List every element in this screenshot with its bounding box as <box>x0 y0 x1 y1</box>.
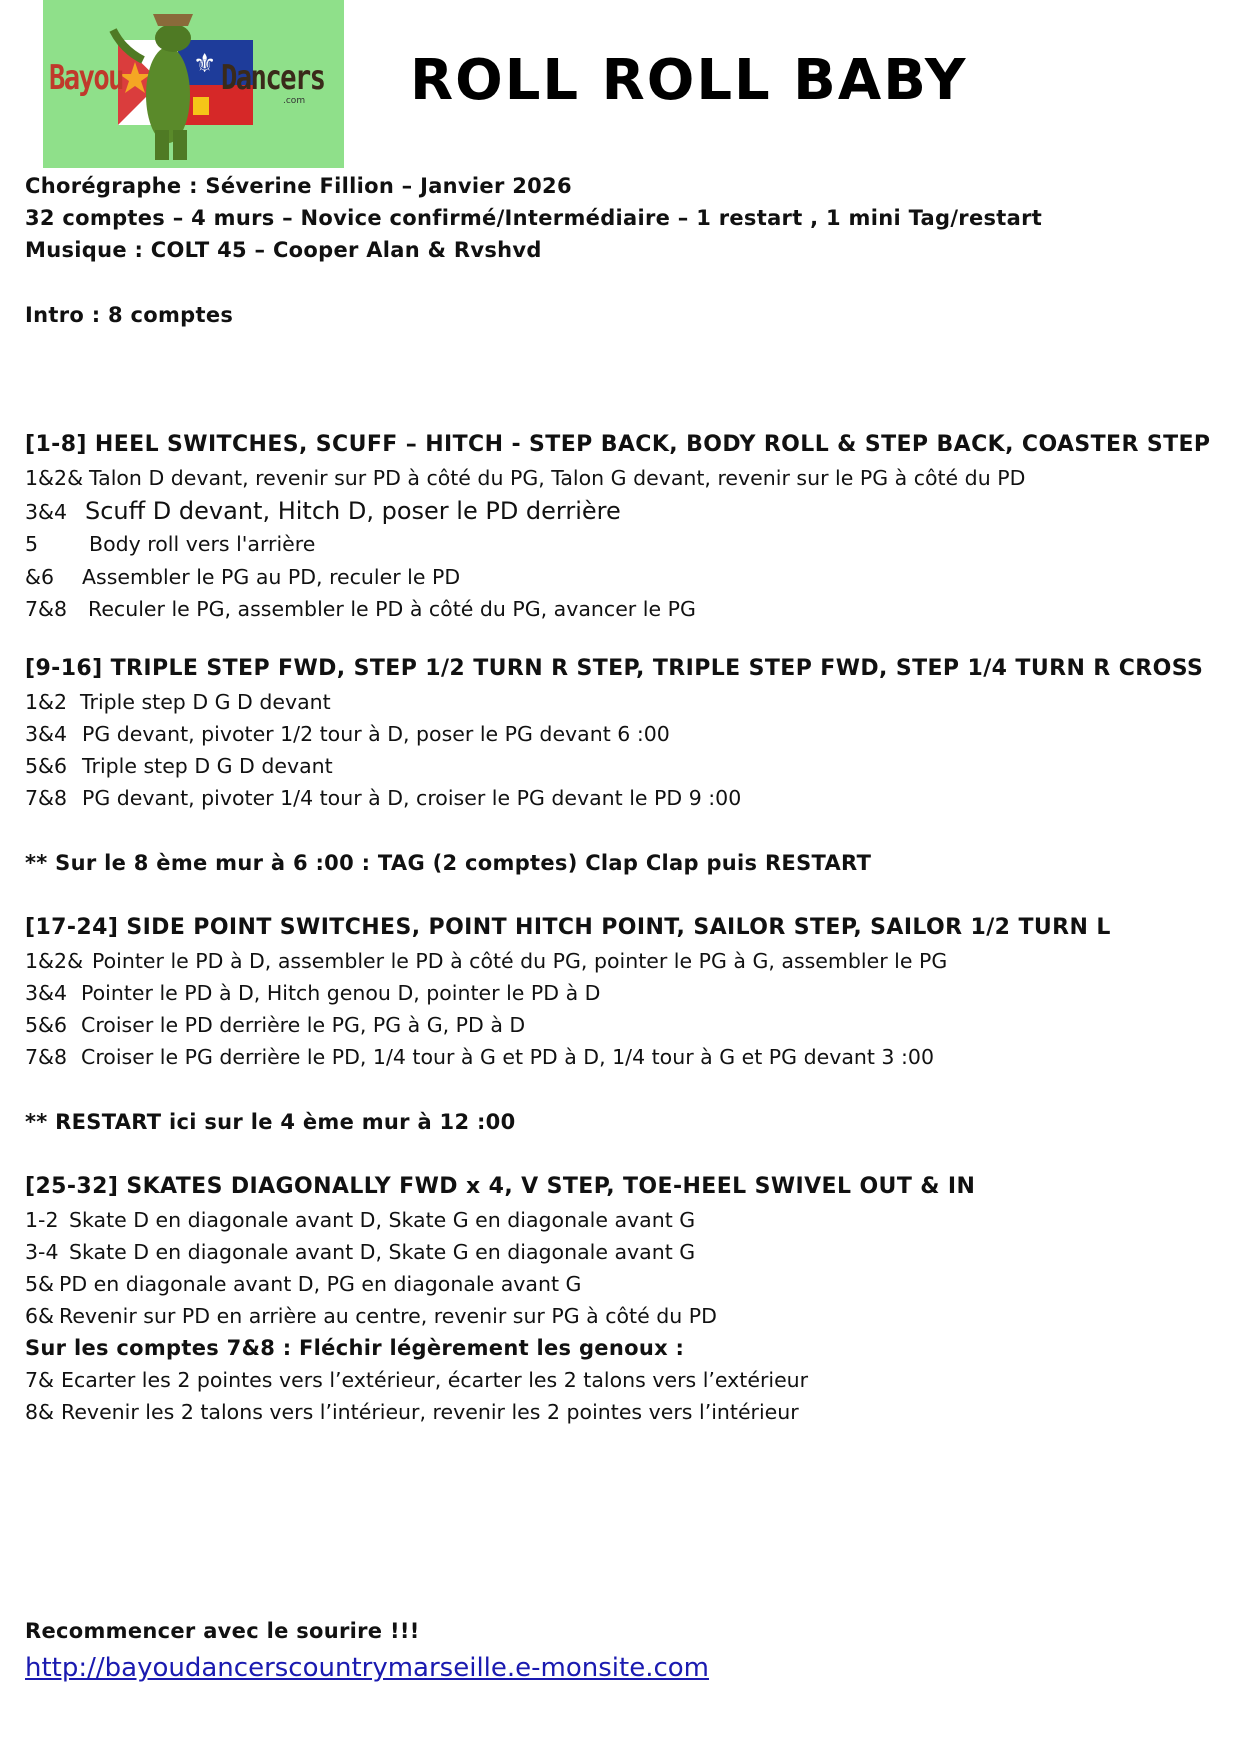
step-line <box>25 754 333 778</box>
step-line <box>25 1013 525 1037</box>
step-count: 3&4 <box>25 500 68 524</box>
step-line <box>25 565 460 589</box>
step-count: 5&6 <box>25 1013 68 1037</box>
dance-title: ROLL ROLL BABY <box>410 48 968 113</box>
step-line <box>25 466 1025 490</box>
step-count: 7&8 <box>25 1045 68 1069</box>
gator-head <box>155 24 191 52</box>
gator-leg-left <box>155 130 169 160</box>
step-line <box>25 981 600 1005</box>
closing-line: Recommencer avec le sourire !!! <box>25 1619 420 1643</box>
knees-note: Sur les comptes 7&8 : Fléchir légèrement les genoux : <box>25 1336 685 1360</box>
fleur-de-lis-icon: ⚜ <box>193 49 217 79</box>
step-text: Croiser le PG derrière le PD, 1/4 tour à G et PD à D, 1/4 tour à G et PG devant 3 :00 <box>81 1045 934 1069</box>
choreographer-line: Chorégraphe : Séverine Fillion – Janvier 2026 <box>25 174 572 198</box>
step-count: 1-2 <box>25 1208 59 1232</box>
section-heading-17-24: [17-24] SIDE POINT SWITCHES, POINT HITCH POINT, SAILOR STEP, SAILOR 1/2 TURN L <box>25 915 1111 940</box>
step-text: Body roll vers l'arrière <box>89 532 316 556</box>
tag-note: ** Sur le 8 ème mur à 6 :00 : TAG (2 comptes) Clap Clap puis RESTART <box>25 851 872 875</box>
step-count: 8& <box>25 1400 55 1424</box>
step-line <box>25 1368 808 1392</box>
step-line <box>25 497 621 525</box>
step-line <box>25 1045 934 1069</box>
step-text: PD en diagonale avant D, PG en diagonale avant G <box>59 1272 582 1296</box>
step-count: 6& <box>25 1304 55 1328</box>
step-count: 7&8 <box>25 786 68 810</box>
step-line <box>25 1304 717 1328</box>
step-text: Revenir les 2 talons vers l’intérieur, revenir les 2 pointes vers l’intérieur <box>61 1400 799 1424</box>
step-count: 7& <box>25 1368 55 1392</box>
step-text: Triple step D G D devant <box>80 690 331 714</box>
step-count: 3&4 <box>25 981 68 1005</box>
step-text: Revenir sur PD en arrière au centre, revenir sur PG à côté du PD <box>59 1304 717 1328</box>
intro-line: Intro : 8 comptes <box>25 303 234 327</box>
step-text: Talon D devant, revenir sur PD à côté du PG, Talon G devant, revenir sur le PG à côté du PD <box>89 466 1026 490</box>
step-count: 1&2& <box>25 949 84 973</box>
cowboy-hat-icon <box>153 14 193 26</box>
step-count: 5 <box>25 532 39 556</box>
step-line <box>25 786 741 810</box>
section-heading-9-16: [9-16] TRIPLE STEP FWD, STEP 1/2 TURN R STEP, TRIPLE STEP FWD, STEP 1/4 TURN R CROSS <box>25 656 1204 681</box>
step-count: 5&6 <box>25 754 68 778</box>
castle-icon <box>193 97 209 115</box>
step-count: 1&2& <box>25 466 84 490</box>
logo-word-dancers: Dancers <box>221 58 325 98</box>
step-count: 5& <box>25 1272 55 1296</box>
bayou-dancers-logo <box>43 0 344 168</box>
step-text: Skate D en diagonale avant D, Skate G en diagonale avant G <box>69 1240 696 1264</box>
gator-body <box>146 47 190 143</box>
section-heading-1-8: [1-8] HEEL SWITCHES, SCUFF – HITCH - STEP BACK, BODY ROLL & STEP BACK, COASTER STEP <box>25 432 1211 457</box>
step-text: Assembler le PG au PD, reculer le PD <box>82 565 461 589</box>
step-line <box>25 1240 695 1264</box>
step-count: 3-4 <box>25 1240 59 1264</box>
step-text: Triple step D G D devant <box>82 754 333 778</box>
music-line: Musique : COLT 45 – Cooper Alan & Rvshvd <box>25 238 542 262</box>
step-line <box>25 722 670 746</box>
step-line <box>25 1400 799 1424</box>
step-count: 7&8 <box>25 597 68 621</box>
step-count: 1&2 <box>25 690 68 714</box>
restart-note: ** RESTART ici sur le 4 ème mur à 12 :00 <box>25 1110 516 1134</box>
gator-leg-right <box>173 130 187 160</box>
step-text: PG devant, pivoter 1/4 tour à D, croiser le PG devant le PD 9 :00 <box>82 786 742 810</box>
step-text: Pointer le PD à D, Hitch genou D, pointer le PD à D <box>81 981 601 1005</box>
logo-suffix: .com <box>283 96 306 106</box>
step-count: 3&4 <box>25 722 68 746</box>
step-line <box>25 1208 695 1232</box>
step-line <box>25 690 331 714</box>
step-text: Croiser le PD derrière le PG, PG à G, PD à D <box>81 1013 526 1037</box>
step-text: PG devant, pivoter 1/2 tour à D, poser le PG devant 6 :00 <box>82 722 670 746</box>
logo-word-bayou: Bayou <box>49 58 123 98</box>
step-text: Skate D en diagonale avant D, Skate G en diagonale avant G <box>69 1208 696 1232</box>
step-text: Scuff D devant, Hitch D, poser le PD derrière <box>85 497 621 525</box>
counts-walls-level-line: 32 comptes – 4 murs – Novice confirmé/Intermédiaire – 1 restart , 1 mini Tag/restart <box>25 206 1043 230</box>
step-text: Ecarter les 2 pointes vers l’extérieur, écarter les 2 talons vers l’extérieur <box>61 1368 809 1392</box>
section-heading-25-32: [25-32] SKATES DIAGONALLY FWD x 4, V STEP, TOE-HEEL SWIVEL OUT & IN <box>25 1174 976 1199</box>
step-line <box>25 1272 581 1296</box>
website-link[interactable]: http://bayoudancerscountrymarseille.e-monsite.com <box>25 1653 709 1683</box>
step-count: &6 <box>25 565 55 589</box>
step-text: Pointer le PD à D, assembler le PD à côté du PG, pointer le PG à G, assembler le PG <box>92 949 948 973</box>
step-text: Reculer le PG, assembler le PD à côté du PG, avancer le PG <box>88 597 696 621</box>
step-line <box>25 532 315 556</box>
step-line <box>25 597 696 621</box>
step-line <box>25 949 947 973</box>
